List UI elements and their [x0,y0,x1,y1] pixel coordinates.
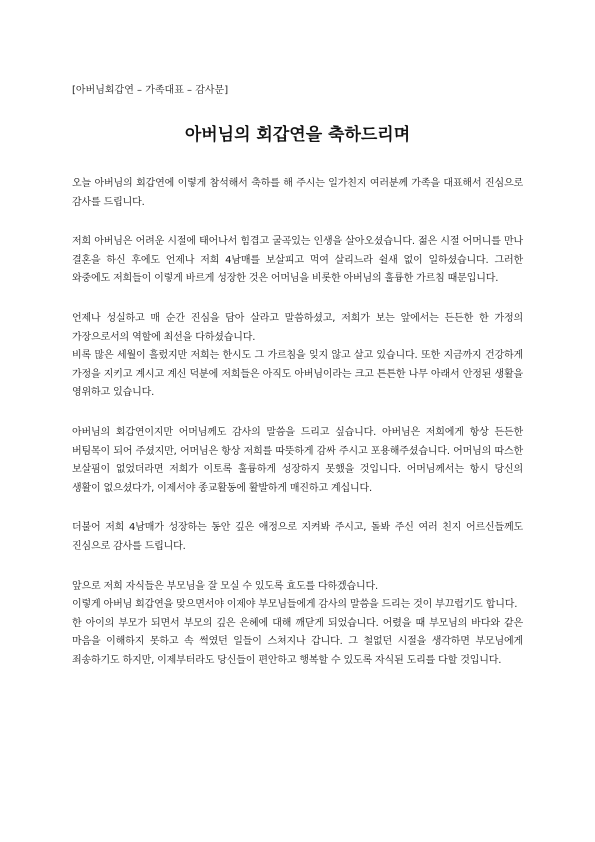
document-category-tag: [아버님회갑연 – 가족대표 – 감사문] [72,85,229,96]
paragraph-remembering-teaching: 비록 많은 세월이 흘렀지만 저희는 한시도 그 가르침을 잊지 않고 살고 있습니다. 또한 지금까지 건강하게 가정을 지키고 계시고 계신 덕분에 저희들은 아직도 아버님이라는 크고 튼튼한 나무 아래서 안정된 생활을 영위하고 있습니다. [72,350,523,399]
paragraph-opening-thanks: 오늘 아버님의 회갑연에 이렇게 참석해서 축하를 해 주시는 일가친지 여러분께 가족을 대표해서 진심으로 감사를 드립니다. [72,178,523,208]
paragraph-mother-thanks: 아버님의 회갑연이지만 어머님께도 감사의 말씀을 드리고 싶습니다. 아버님은 저희에게 항상 든든한 버팀목이 되어 주셨지만, 어머님은 항상 저희를 따뜻하게 감싸 주시고 포용해주셨습니다. 어머님의 따스한 보살핌이 없었더라면 저희가 이토록 훌륭하게 성장하지 못했을 것입니다. 어머님께서는 항시 당신의 생활이 없으셨다가, 이제서야 종교활동에 활발하게 매진하고 계십니다. [72,426,523,494]
paragraph-gratitude-shame: 이렇게 아버님 회갑연을 맞으면서야 이제야 부모님들에게 감사의 말씀을 드리는 것이 부끄럽기도 합니다. [72,599,518,611]
paragraph-father-teaching: 언제나 성실하고 매 순간 진심을 담아 살라고 말씀하셨고, 저희가 보는 앞에서는 든든한 한 가정의 가장으로서의 역할에 최선을 다하셨습니다. [72,312,523,343]
paragraph-relatives-thanks: 더불어 저희 4남매가 성장하는 동안 깊은 애정으로 지켜봐 주시고, 돌봐 주신 여러 친지 어르신들께도 진심으로 감사를 드립니다. [72,522,523,552]
paragraph-filial-promise: 앞으로 저희 자식들은 부모님을 잘 모실 수 있도록 효도를 다하겠습니다. [72,580,379,592]
document-title: 아버님의 회갑연을 축하드리며 [184,125,411,145]
paragraph-closing-reflection: 한 아이의 부모가 되면서 부모의 깊은 은혜에 대해 깨닫게 되었습니다. 어렸을 때 부모님의 바다와 같은 마음을 이해하지 못하고 속 썩였던 일들이 스쳐지나 갑니다. 그 철없던 시절을 생각하면 부모님에게 죄송하기도 하지만, 이제부터라도 당신들이 편안하고 행복할 수 있도록 자식된 도리를 다할 것입니다. [72,617,523,666]
paragraph-father-life: 저희 아버님은 어려운 시절에 태어나서 힘겹고 굴곡있는 인생을 살아오셨습니다. 젊은 시절 어머니를 만나 결혼을 하신 후에도 언제나 저희 4남매를 보살피고 먹여 살리느라 쉴새 없이 일하셨습니다. 그러한 와중에도 저희들이 이렇게 바르게 성장한 것은 어머님을 비롯한 아버님의 훌륭한 가르침 때문입니다. [72,236,523,285]
document-body [72,175,523,691]
